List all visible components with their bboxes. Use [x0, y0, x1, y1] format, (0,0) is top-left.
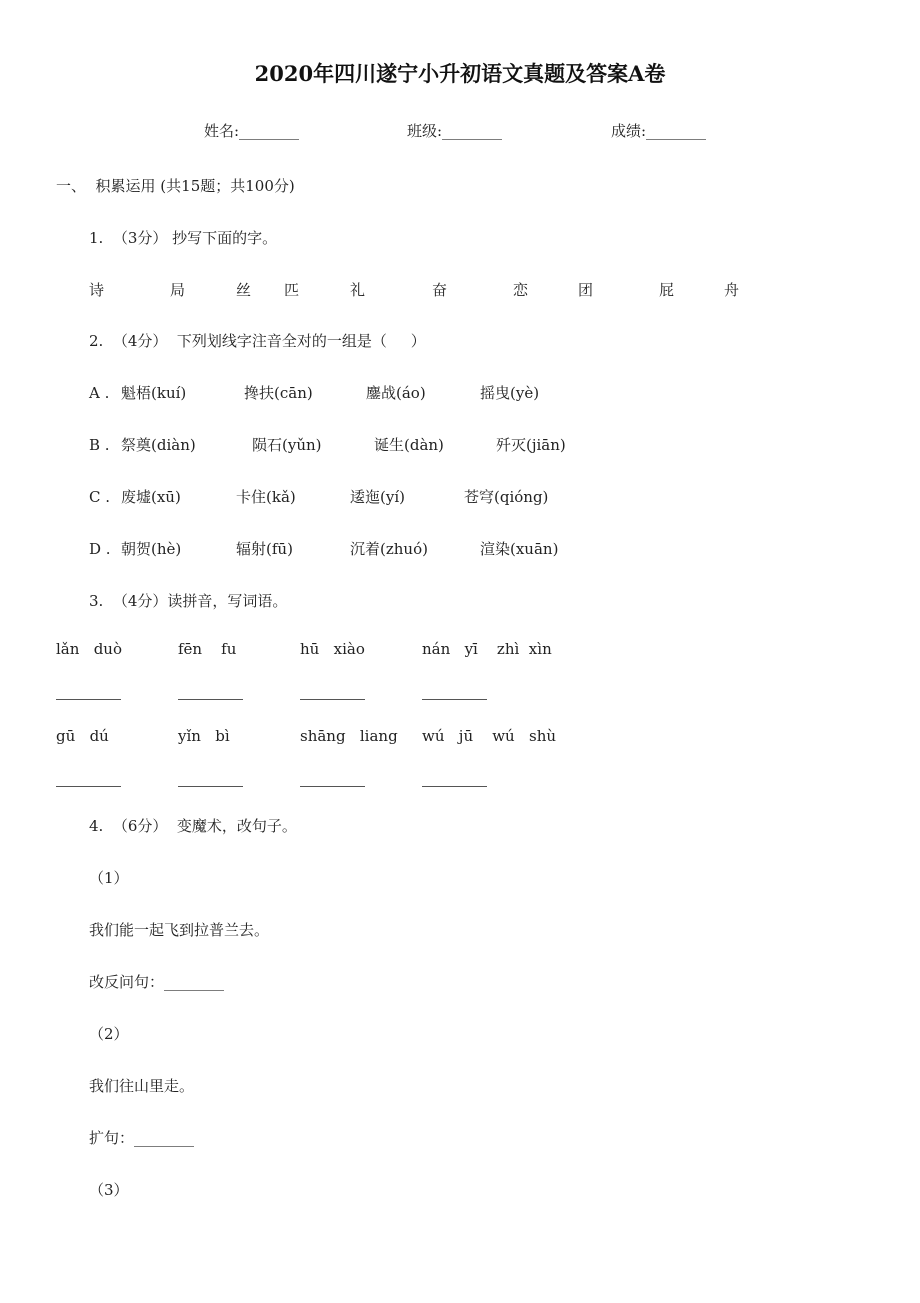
pinyin-group: yǐn bì — [178, 727, 230, 745]
answer-blank[interactable] — [56, 786, 121, 787]
subquestion-task[interactable]: 改反问句：________ — [89, 973, 225, 991]
q1-char: 屁 — [659, 281, 675, 299]
q1-char: 奋 — [432, 281, 448, 299]
option-c-item: 废墟(xū) — [121, 488, 181, 506]
answer-blank[interactable] — [56, 699, 121, 700]
class-field[interactable]: 班级:________ — [407, 122, 503, 140]
answer-blank[interactable] — [422, 699, 487, 700]
subquestion-number: （1） — [89, 869, 129, 887]
option-b-item: 陨石(yǔn) — [252, 436, 322, 454]
pinyin-group: lǎn duò — [56, 640, 122, 658]
pinyin-group: nán yī zhì xìn — [422, 640, 552, 658]
q1-char: 匹 — [284, 281, 300, 299]
answer-blank[interactable] — [422, 786, 487, 787]
option-d-item: 辐射(fū) — [236, 540, 293, 558]
option-a-item: 魁梧(kuí) — [121, 384, 187, 402]
option-b-item: 祭奠(diàn) — [121, 436, 196, 454]
question-4-stem: 4. （6分） 变魔术，改句子。 — [89, 817, 297, 835]
option-c-item: 逶迤(yí) — [350, 488, 405, 506]
answer-blank[interactable] — [300, 699, 365, 700]
q1-char: 礼 — [350, 281, 366, 299]
option-a-item: 摇曳(yè) — [480, 384, 540, 402]
subquestion-number: （3） — [89, 1181, 129, 1199]
q1-char: 诗 — [89, 281, 105, 299]
answer-blank[interactable] — [300, 786, 365, 787]
name-field[interactable]: 姓名:________ — [204, 122, 300, 140]
q1-char: 丝 — [236, 281, 252, 299]
pinyin-group: fēn fu — [178, 640, 237, 658]
pinyin-group: hū xiào — [300, 640, 365, 658]
option-a-item: 搀扶(cān) — [244, 384, 313, 402]
option-d-item: 朝贺(hè) — [121, 540, 182, 558]
option-c-letter[interactable]: C . — [89, 488, 111, 506]
option-d-item: 渲染(xuān) — [480, 540, 559, 558]
answer-blank[interactable] — [178, 786, 243, 787]
option-d-item: 沉着(zhuó) — [350, 540, 428, 558]
option-c-item: 卡住(kǎ) — [236, 488, 296, 506]
question-1-stem: 1. （3分） 抄写下面的字。 — [89, 229, 278, 247]
page-title: 2020年四川遂宁小升初语文真题及答案A卷 — [254, 61, 666, 86]
option-d-letter[interactable]: D . — [89, 540, 111, 558]
subquestion-sentence: 我们往山里走。 — [89, 1077, 195, 1095]
question-2-stem: 2. （4分） 下列划线字注音全对的一组是（ ） — [89, 332, 426, 350]
pinyin-group: shāng liang — [300, 727, 398, 745]
q1-char: 团 — [578, 281, 594, 299]
question-3-stem: 3. （4分）读拼音，写词语。 — [89, 592, 288, 610]
score-field[interactable]: 成绩:________ — [611, 122, 707, 140]
pinyin-group: gū dú — [56, 727, 109, 745]
option-c-item: 苍穹(qióng) — [464, 488, 549, 506]
option-a-letter[interactable]: A . — [89, 384, 110, 402]
q1-char: 舟 — [724, 281, 740, 299]
pinyin-group: wú jū wú shù — [422, 727, 557, 745]
option-b-item: 歼灭(jiān) — [496, 436, 566, 454]
q1-char: 局 — [170, 281, 186, 299]
option-b-letter[interactable]: B . — [89, 436, 110, 454]
subquestion-sentence: 我们能一起飞到拉普兰去。 — [89, 921, 270, 939]
option-b-item: 诞生(dàn) — [374, 436, 444, 454]
option-a-item: 鏖战(áo) — [366, 384, 426, 402]
subquestion-number: （2） — [89, 1025, 129, 1043]
section-heading: 一、 积累运用 (共15题；共100分) — [56, 177, 295, 195]
subquestion-task[interactable]: 扩句：________ — [89, 1129, 195, 1147]
answer-blank[interactable] — [178, 699, 243, 700]
q1-char: 恋 — [513, 281, 529, 299]
